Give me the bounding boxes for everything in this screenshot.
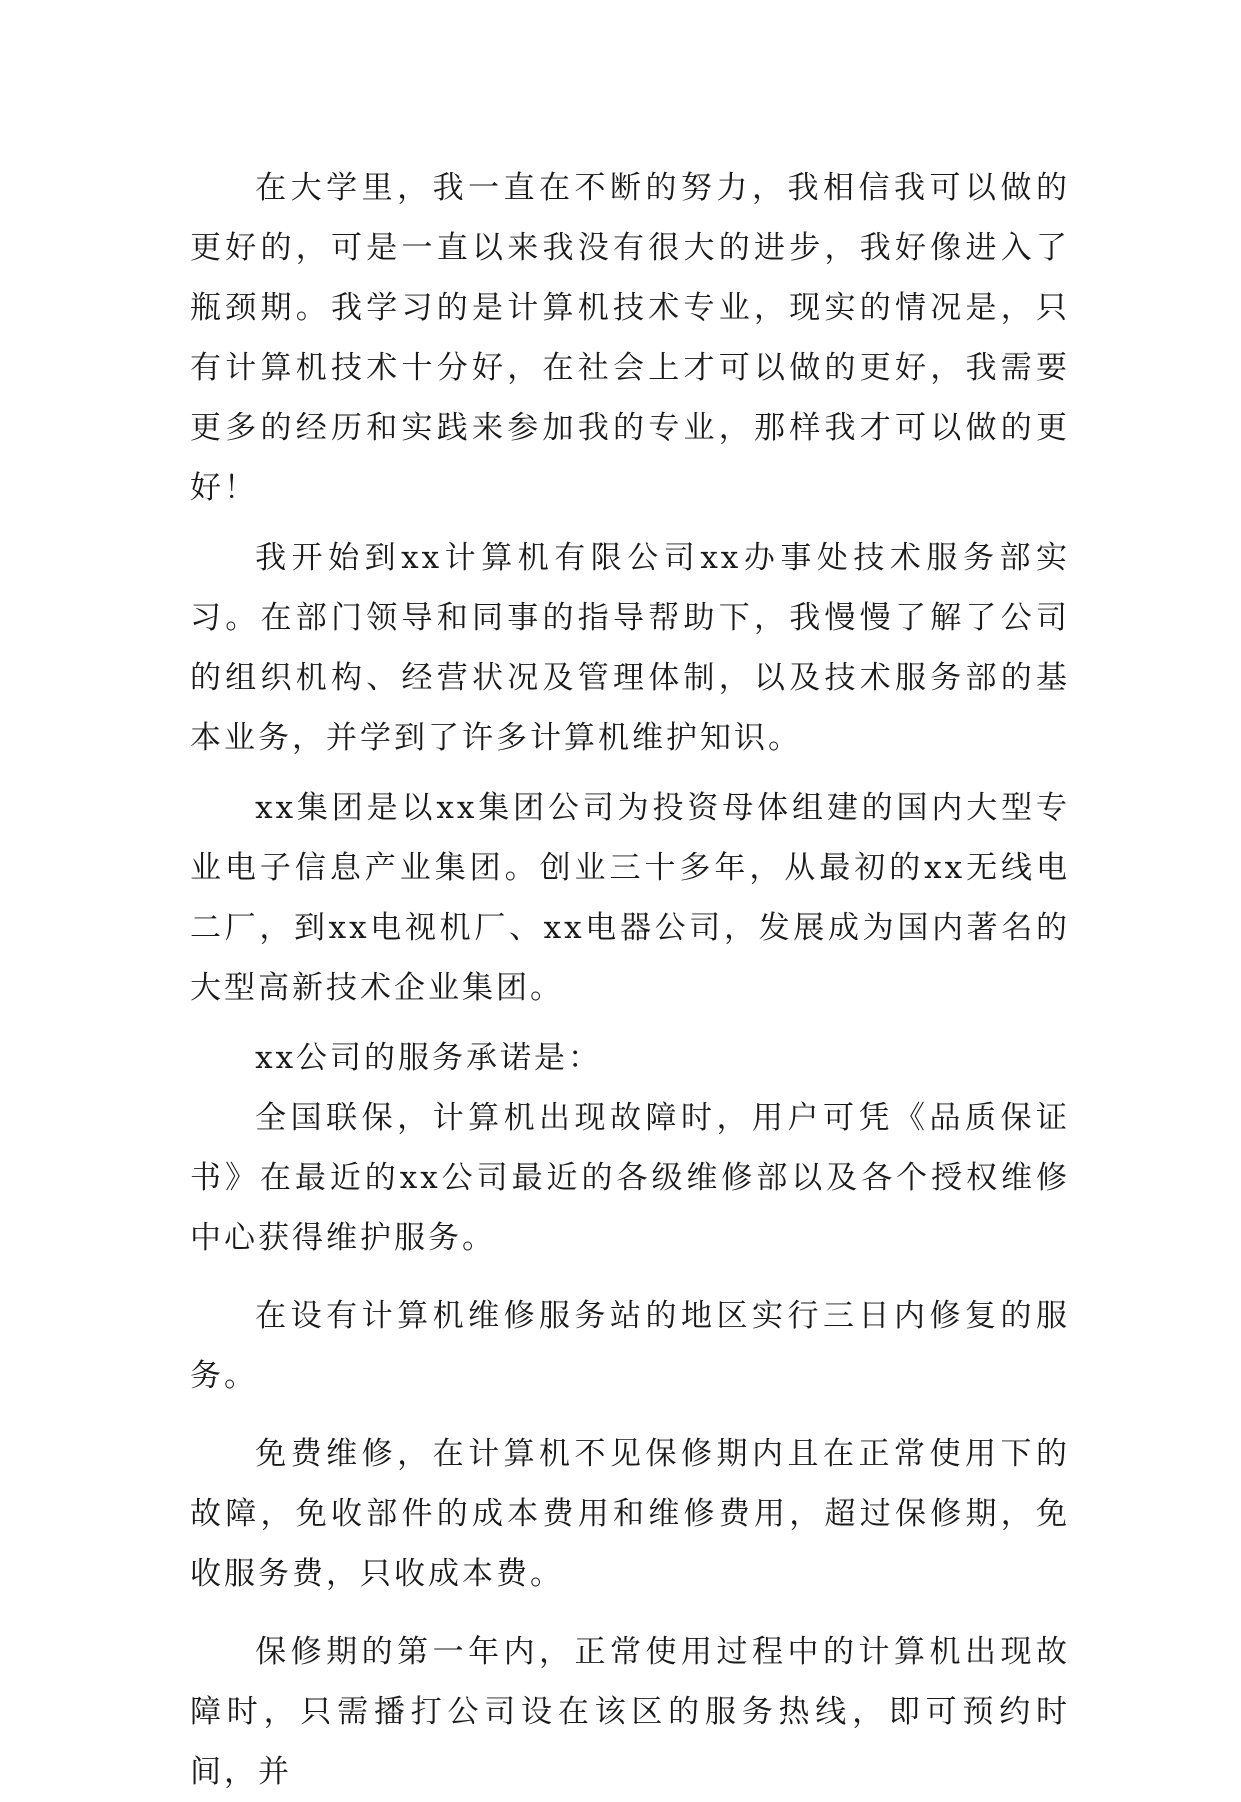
paragraph-university: 在大学里，我一直在不断的努力，我相信我可以做的更好的，可是一直以来我没有很大的进步，我好像进入了瓶颈期。我学习的是计算机技术专业，现实的情况是，只有计算机技术十分好，在社会上才可以做的更好，我需要更多的经历和实践来参加我的专业，那样我才可以做的更好！ (190, 170, 1070, 506)
paragraph-national-warranty: 全国联保，计算机出现故障时，用户可凭《品质保证书》在最近的xx公司最近的各级维修部以及各个授权维修中心获得维护服务。 (190, 1100, 1070, 1256)
paragraph-service-promise-heading: xx公司的服务承诺是： (255, 1040, 603, 1076)
paragraph-first-year-warranty: 保修期的第一年内，正常使用过程中的计算机出现故障时，只需播打公司设在该区的服务热线，即可预约时间，并 (190, 1634, 1070, 1790)
document-body (190, 158, 1070, 1802)
paragraph-internship: 我开始到xx计算机有限公司xx办事处技术服务部实习。在部门领导和同事的指导帮助下，我慢慢了解了公司的组织机构、经营状况及管理体制，以及技术服务部的基本业务，并学到了许多计算机维护知识。 (190, 540, 1070, 756)
paragraph-free-repair: 免费维修，在计算机不见保修期内且在正常使用下的故障，免收部件的成本费用和维修费用，超过保修期，免收服务费，只收成本费。 (190, 1436, 1070, 1592)
paragraph-three-day-repair: 在设有计算机维修服务站的地区实行三日内修复的服务。 (190, 1298, 1070, 1394)
paragraph-group-intro: xx集团是以xx集团公司为投资母体组建的国内大型专业电子信息产业集团。创业三十多年，从最初的xx无线电二厂，到xx电视机厂、xx电器公司，发展成为国内著名的大型高新技术企业集团。 (190, 790, 1070, 1006)
